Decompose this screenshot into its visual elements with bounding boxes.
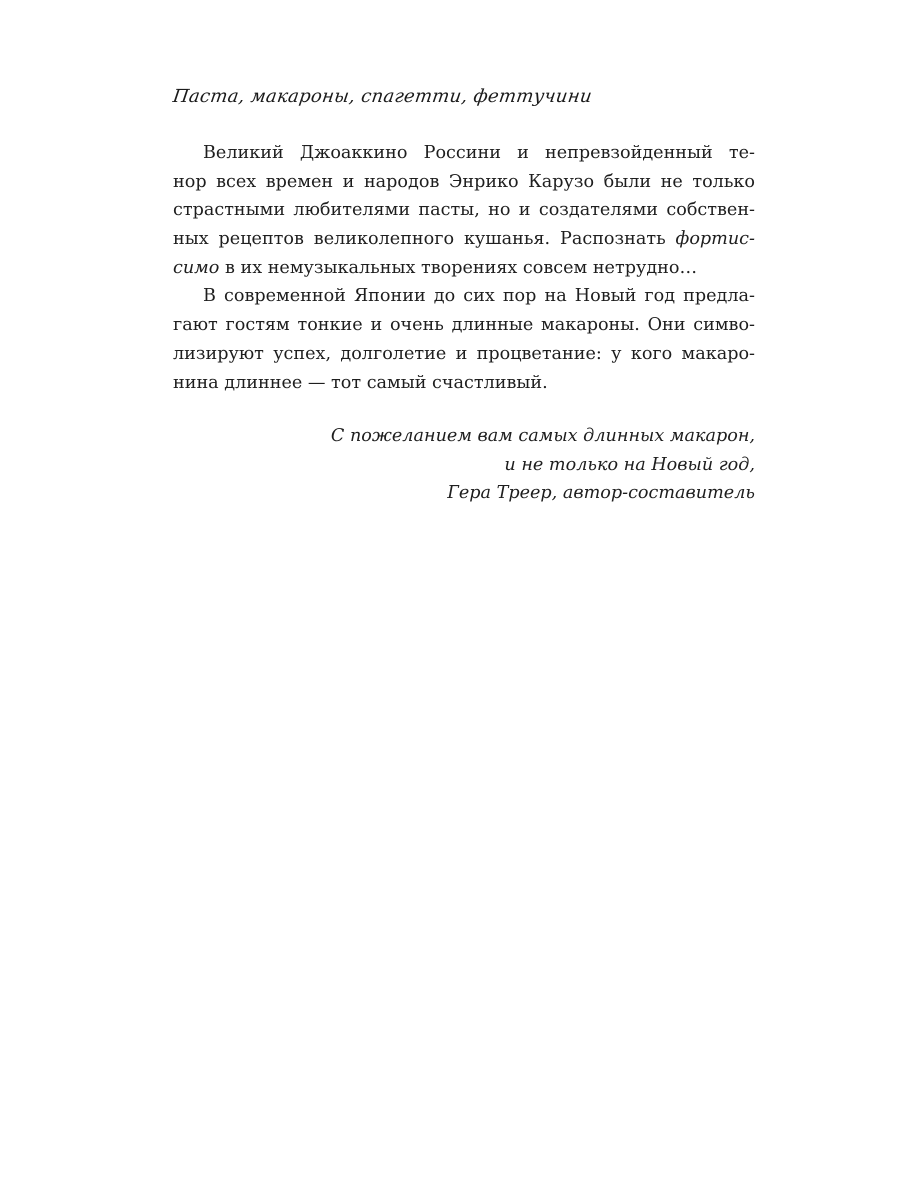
paragraph-1-line-5	[173, 254, 755, 283]
signature-block	[173, 422, 755, 508]
paragraph-2-line-4: нина длиннее — тот самый счастливый.	[173, 372, 548, 393]
signature-line-3: Гера Треер, автор-составитель	[447, 483, 755, 504]
italic-word-fortissimo-part-2: симо	[173, 257, 220, 278]
paragraph-2-line-1: В современной Японии до сих пор на Новый год предла-	[203, 286, 755, 307]
italic-word-fortissimo-part-1: фортис-	[675, 229, 755, 250]
paragraph-1-line-4-text: ных рецептов великолепного кушанья. Распознать	[173, 229, 676, 250]
paragraph-1-line-4	[173, 225, 755, 254]
running-head: Паста, макароны, спагетти, феттучини	[171, 86, 594, 107]
paragraph-1-line-5-text: в их немузыкальных творениях совсем нетрудно…	[219, 257, 698, 278]
signature-line-2: и не только на Новый год,	[504, 454, 755, 475]
paragraph-2-line-2: гают гостям тонкие и очень длинные макароны. Они симво-	[173, 315, 755, 336]
signature-line-1: С пожеланием вам самых длинных макарон,	[330, 426, 755, 446]
body-text	[173, 139, 755, 397]
paragraph-2-line-3: лизируют успех, долголетие и процветание: у кого макаро-	[173, 343, 755, 364]
paragraph-1-line-2: нор всех времен и народов Энрико Карузо были не только	[173, 171, 755, 192]
paragraph-1-line-3: страстными любителями пасты, но и создателями собствен-	[173, 200, 755, 221]
paragraph-1-line-1: Великий Джоаккино Россини и непревзойденный те-	[203, 143, 755, 163]
